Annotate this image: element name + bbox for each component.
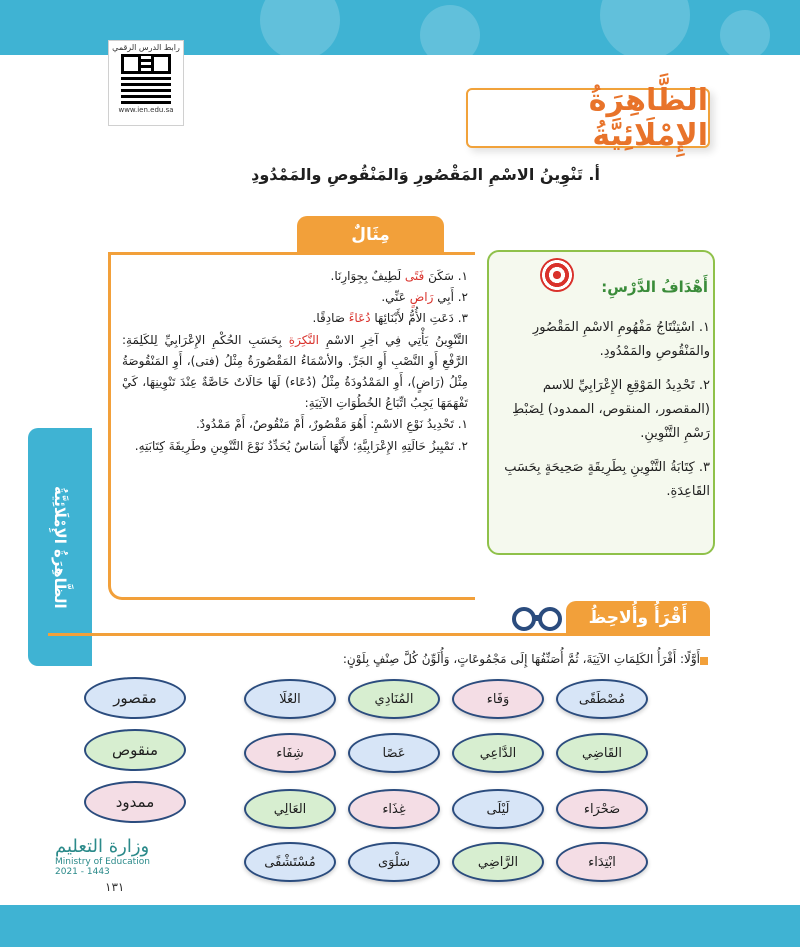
- page-number: ١٣١: [105, 880, 125, 894]
- word-oval[interactable]: صَحْرَاء: [556, 789, 648, 829]
- word-oval[interactable]: القَاضِي: [556, 733, 648, 773]
- example-line-3: ٣. دَعَتِ الأُمُّ لأَبْنَائِهَا دُعَاءً صَادِقًا.: [312, 311, 468, 326]
- example-line-1: ١. سَكَنَ فَتًى لَطِيفٌ بِجِوَارِنَا.: [330, 269, 468, 283]
- word-oval[interactable]: المُنَادِي: [348, 679, 440, 719]
- ministry-year: 2021 - 1443: [55, 867, 110, 877]
- instruction-bullet: [700, 657, 708, 665]
- word-oval[interactable]: شِفَاء: [244, 733, 336, 773]
- goal-item: ٢. تَحْدِيدُ المَوْقِعِ الإِعْرَابِيِّ للاسم (المقصور، المنقوص، الممدود) لِضَبْطِ رَسْمِ التَّنْوِينِ.: [512, 378, 710, 441]
- word-oval[interactable]: العَالِي: [244, 789, 336, 829]
- qr-code-icon[interactable]: [121, 54, 171, 104]
- goal-item: ٣. كِتَابَةُ التَّنْوِينِ بِطَرِيقَةٍ صَحِيحَةٍ بِحَسَبِ القَاعِدَةِ.: [504, 460, 710, 499]
- word-oval[interactable]: الرَّاضِي: [452, 842, 544, 882]
- legend-maqsur: مقصور: [84, 677, 186, 719]
- word-oval[interactable]: لَيْلَى: [452, 789, 544, 829]
- bottom-band: [0, 905, 800, 947]
- side-tab-label-wrap: [28, 428, 92, 666]
- goals-title: أَهْدَافُ الدَّرْسِ:: [601, 278, 708, 296]
- word-oval[interactable]: ابْتِدَاء: [556, 842, 648, 882]
- legend-manqus: منقوص: [84, 729, 186, 771]
- word-oval[interactable]: مُسْتَشْفًى: [244, 842, 336, 882]
- page-title-box: [466, 83, 710, 153]
- section-subtitle: أ. تَنْوِينُ الاسْمِ المَقْصُورِ وَالمَنْقُوصِ والمَمْدُودِ: [251, 165, 600, 184]
- qr-caption: رابط الدرس الرقمي: [112, 43, 180, 52]
- word-oval[interactable]: سَلْوَى: [348, 842, 440, 882]
- read-tab: [566, 601, 710, 635]
- example-tab-label: مِثَالٌ: [351, 225, 390, 245]
- word-oval[interactable]: الدَّاعِي: [452, 733, 544, 773]
- ministry-english: Ministry of Education: [55, 857, 150, 867]
- instruction-text: أَوَّلًا: أَقْرَأُ الكَلِمَاتِ الآتِيَةَ، ثُمَّ أُصَنِّفُهَا إِلَى مَجْمُوعَاتٍ، وَأُلَوِّنُ كُلَّ صِنْفٍ بِلَوْنٍ:: [342, 652, 700, 666]
- goal-item: ١. اسْتِنْتَاجُ مَفْهُومِ الاسْمِ المَقْصُورِ والمَنْقُوصِ والمَمْدُودِ.: [532, 320, 710, 359]
- word-oval[interactable]: مُصْطَفًى: [556, 679, 648, 719]
- example-line-2: ٢. أَبِي رَاضٍ عَنِّي.: [381, 290, 468, 305]
- goals-list: [495, 316, 710, 514]
- example-paragraph: التَّنْوِينُ يَأْتِي فِي آخِرِ الاسْمِ النَّكِرَةِ بِحَسَبِ الحُكْمِ الإِعْرَابِيِّ لِلكَلِمَةِ: الرَّفْعِ أَوِ النَّصْبِ أَوِ الجَرِّ. والأسْمَاءُ المَقْصُورَةُ مِثْلُ (فتى)، أَوِ المَنْقُوصَةُ مِثْلُ (رَاضٍ)، أَوِ المَمْدُودَةُ مِثْلُ (دُعَاء) لَهَا حَالَاتٌ خَاصَّةٌ عِنْدَ تَنْوِينِهَا، كَيْ تَفْهَمَهَا يَجِبُ اتِّبَاعُ الخُطُوَاتِ الآتِيَةِ:: [122, 332, 468, 411]
- word-oval[interactable]: غِذَاء: [348, 789, 440, 829]
- page-title: الظَّاهِرَةُ الإِمْلَائِيَّةُ: [588, 83, 708, 153]
- example-text: [122, 266, 468, 457]
- ministry-arabic: وزارة التعليم: [55, 836, 150, 857]
- example-step-1: ١. تَحْدِيدُ نَوْعِ الاسْمِ: أَهُوَ مَقْصُورٌ، أَمْ مَنْقُوصٌ، أَمْ مَمْدُودٌ.: [195, 417, 468, 432]
- read-tab-label: أَقْرَأُ وأُلاحِظُ: [588, 608, 688, 628]
- word-oval[interactable]: وَفَاء: [452, 679, 544, 719]
- qr-code-box[interactable]: [108, 40, 184, 126]
- ministry-logo: [55, 836, 155, 877]
- side-tab-label: الظَّاهِرَةُ الإِمْلَائِيَّةُ: [51, 485, 69, 609]
- word-oval[interactable]: العُلَا: [244, 679, 336, 719]
- example-tab: [297, 216, 444, 254]
- binoculars-icon: [512, 604, 562, 632]
- qr-site: www.ien.edu.sa: [118, 106, 174, 114]
- example-step-2: ٢. تَمْيِيزُ حَالَتِهِ الإِعْرَابِيَّةِ؛ لأَنَّهَا أَسَاسٌ يُحَدِّدُ نَوْعَ التَّنْوِينِ وطَرِيقَةَ كِتَابَتِهِ.: [134, 438, 468, 453]
- word-oval[interactable]: عَصًا: [348, 733, 440, 773]
- legend-mamdud: ممدود: [84, 781, 186, 823]
